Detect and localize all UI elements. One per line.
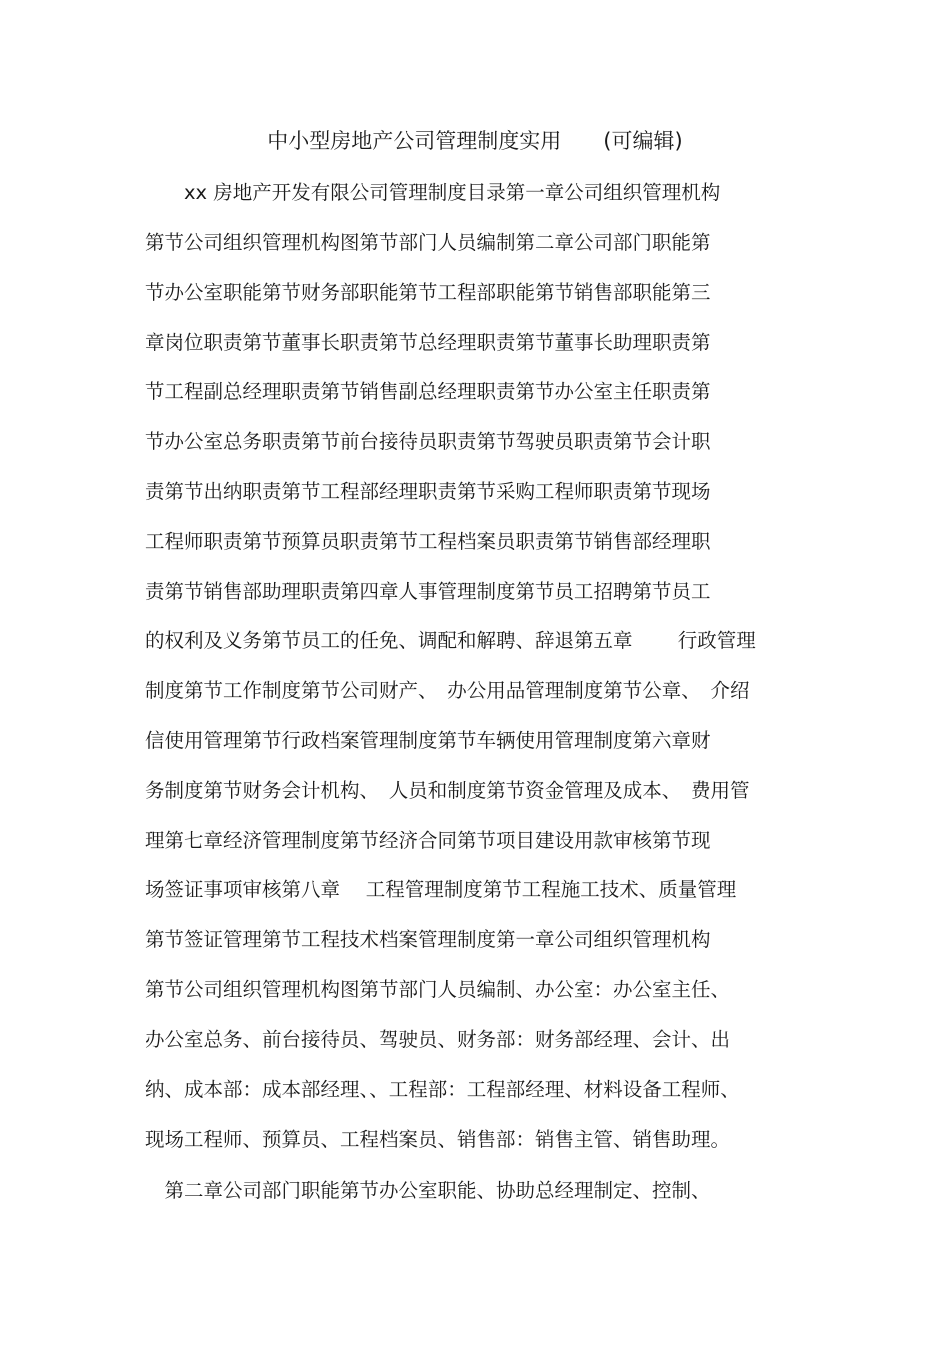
body-line: 的权利及义务第节员工的任免、调配和解聘、辞退第五章 行政管理 (145, 629, 756, 652)
body-line: xx 房地产开发有限公司管理制度目录第一章公司组织管理机构 (145, 181, 721, 204)
body-line: 场签证事项审核第八章 工程管理制度第节工程施工技术、质量管理 (145, 878, 737, 901)
body-line: 信使用管理第节行政档案管理制度第节车辆使用管理制度第六章财 (145, 729, 711, 752)
body-line: 节办公室总务职责第节前台接待员职责第节驾驶员职责第节会计职 (145, 430, 711, 453)
body-line: 节工程副总经理职责第节销售副总经理职责第节办公室主任职责第 (145, 380, 711, 403)
body-line: 理第七章经济管理制度第节经济合同第节项目建设用款审核第节现 (145, 829, 711, 852)
body-line: 纳、成本部：成本部经理、、工程部：工程部经理、材料设备工程师、 (145, 1078, 740, 1101)
body-line: 工程师职责第节预算员职责第节工程档案员职责第节销售部经理职 (145, 530, 711, 553)
body-line: 制度第节工作制度第节公司财产、 办公用品管理制度第节公章、 介绍 (145, 679, 750, 702)
body-line: 章岗位职责第节董事长职责第节总经理职责第节董事长助理职责第 (145, 331, 711, 354)
body-line: 第节签证管理第节工程技术档案管理制度第一章公司组织管理机构 (145, 928, 711, 951)
body-line: 办公室总务、前台接待员、驾驶员、财务部：财务部经理、会计、出 (145, 1028, 731, 1051)
body-line: 责第节销售部助理职责第四章人事管理制度第节员工招聘第节员工 (145, 580, 711, 603)
body-line: 第节公司组织管理机构图第节部门人员编制第二章公司部门职能第 (145, 231, 711, 254)
body-line: 第二章公司部门职能第节办公室职能、协助总经理制定、控制、 (145, 1179, 711, 1202)
body-line: 务制度第节财务会计机构、 人员和制度第节资金管理及成本、 费用管 (145, 779, 750, 802)
body-line: 责第节出纳职责第节工程部经理职责第节采购工程师职责第节现场 (145, 480, 711, 503)
document-title: 中小型房地产公司管理制度实用 (可编辑) (267, 129, 683, 153)
body-line: 现场工程师、预算员、工程档案员、销售部：销售主管、销售助理。 (145, 1128, 731, 1151)
body-line: 第节公司组织管理机构图第节部门人员编制、办公室：办公室主任、 (145, 978, 731, 1001)
body-line: 节办公室职能第节财务部职能第节工程部职能第节销售部职能第三 (145, 281, 711, 304)
